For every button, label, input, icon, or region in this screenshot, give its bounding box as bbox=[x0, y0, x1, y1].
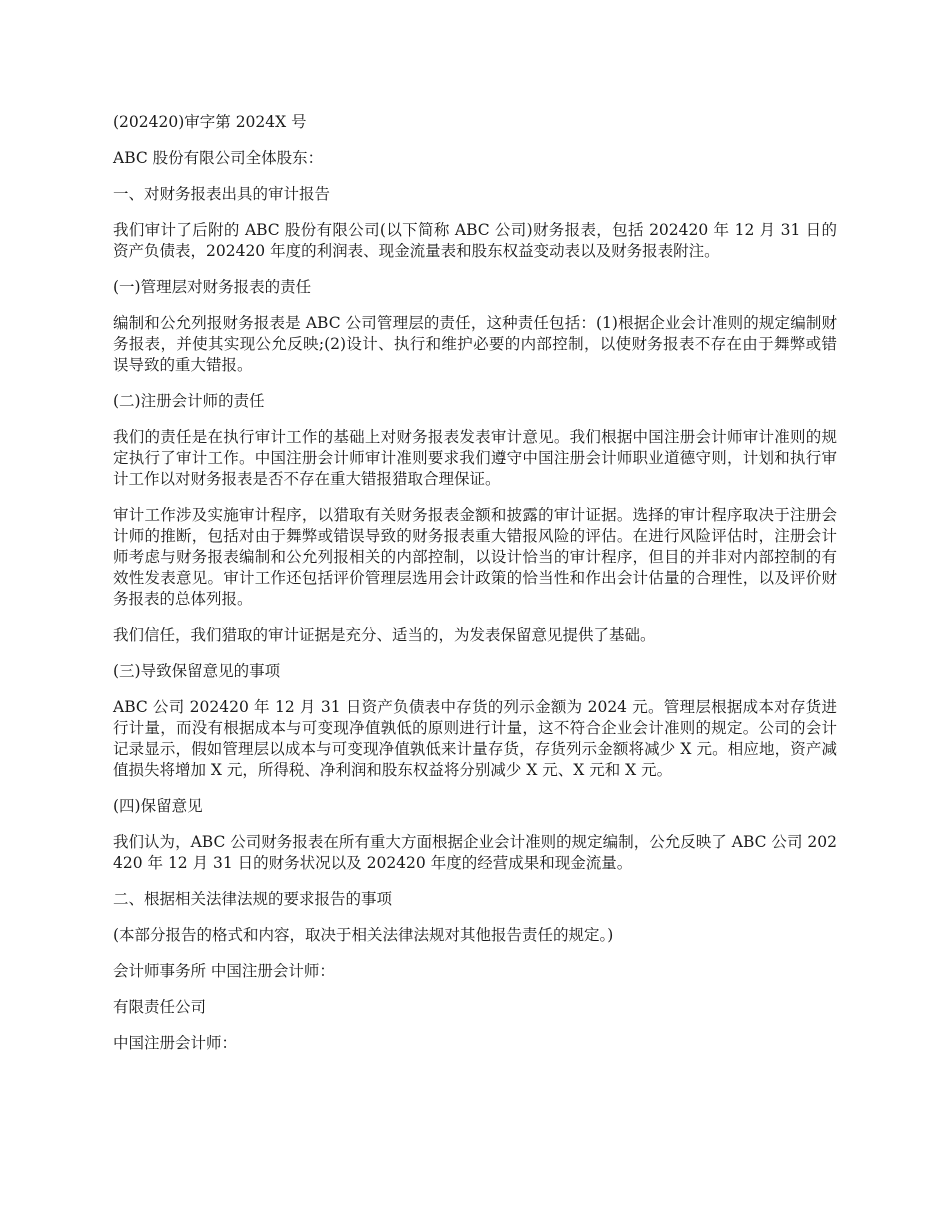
firm-signature-line: 会计师事务所 中国注册会计师： bbox=[113, 962, 335, 980]
firm-type: 有限责任公司 bbox=[113, 998, 207, 1016]
qualified-opinion-heading: (四)保留意见 bbox=[113, 797, 203, 815]
addressee: ABC 股份有限公司全体股东： bbox=[113, 149, 324, 167]
management-responsibility-heading: (一)管理层对财务报表的责任 bbox=[113, 278, 312, 296]
qualified-opinion-paragraph: 我们认为，ABC 公司财务报表在所有重大方面根据企业会计准则的规定编制，公允反映了 ABC 公司 202420 年 12 月 31 日的财务状况以及 202420 年度的经营成果和现金流量。 bbox=[113, 833, 837, 872]
auditor-responsibility-paragraph-3: 我们信任，我们猎取的审计证据是充分、适当的，为发表保留意见提供了基础。 bbox=[113, 626, 656, 644]
section-2-note: (本部分报告的格式和内容，取决于相关法律法规对其他报告责任的规定。) bbox=[113, 926, 614, 944]
basis-for-qualified-opinion-paragraph: ABC 公司 202420 年 12 月 31 日资产负债表中存货的列示金额为 2024 元。管理层根据成本对存货进行计量，而没有根据成本与可变现净值孰低的原则进行计量，这不符合企业会计准则的规定。公司的会计记录显示，假如管理层以成本与可变现净值孰低来计量存货，存货列示金额将减少 X 元。相应地，资产减值损失将增加 X 元，所得税、净利润和股东权益将分别减少 X 元、X 元和 X 元。 bbox=[113, 698, 837, 779]
intro-paragraph: 我们审计了后附的 ABC 股份有限公司(以下简称 ABC 公司)财务报表，包括 202420 年 12 月 31 日的资产负债表，202420 年度的利润表、现金流量表和股东权益变动表以及财务报表附注。 bbox=[113, 221, 837, 260]
basis-for-qualified-opinion-heading: (三)导致保留意见的事项 bbox=[113, 662, 281, 680]
auditor-responsibility-paragraph-2: 审计工作涉及实施审计程序，以猎取有关财务报表金额和披露的审计证据。选择的审计程序取决于注册会计师的推断，包括对由于舞弊或错误导致的财务报表重大错报风险的评估。在进行风险评估时，注册会计师考虑与财务报表编制和公允列报相关的内部控制，以设计恰当的审计程序，但目的并非对内部控制的有效性发表意见。审计工作还包括评价管理层选用会计政策的恰当性和作出会计估量的合理性，以及评价财务报表的总体列报。 bbox=[113, 506, 837, 608]
report-reference-number: (202420)审字第 2024X 号 bbox=[113, 113, 307, 131]
section-1-heading: 一、对财务报表出具的审计报告 bbox=[113, 185, 331, 203]
section-2-heading: 二、根据相关法律法规的要求报告的事项 bbox=[113, 890, 393, 908]
auditor-responsibility-paragraph-1: 我们的责任是在执行审计工作的基础上对财务报表发表审计意见。我们根据中国注册会计师审计准则的规定执行了审计工作。中国注册会计师审计准则要求我们遵守中国注册会计师职业道德守则，计划和执行审计工作以对财务报表是否不存在重大错报猎取合理保证。 bbox=[113, 428, 837, 488]
audit-report-document bbox=[113, 112, 837, 1069]
cpa-signature-line: 中国注册会计师： bbox=[113, 1034, 238, 1052]
management-responsibility-paragraph: 编制和公允列报财务报表是 ABC 公司管理层的责任，这种责任包括：(1)根据企业会计准则的规定编制财务报表，并使其实现公允反映;(2)设计、执行和维护必要的内部控制，以使财务报表不存在由于舞弊或错误导致的重大错报。 bbox=[113, 314, 837, 374]
auditor-responsibility-heading: (二)注册会计师的责任 bbox=[113, 392, 265, 410]
